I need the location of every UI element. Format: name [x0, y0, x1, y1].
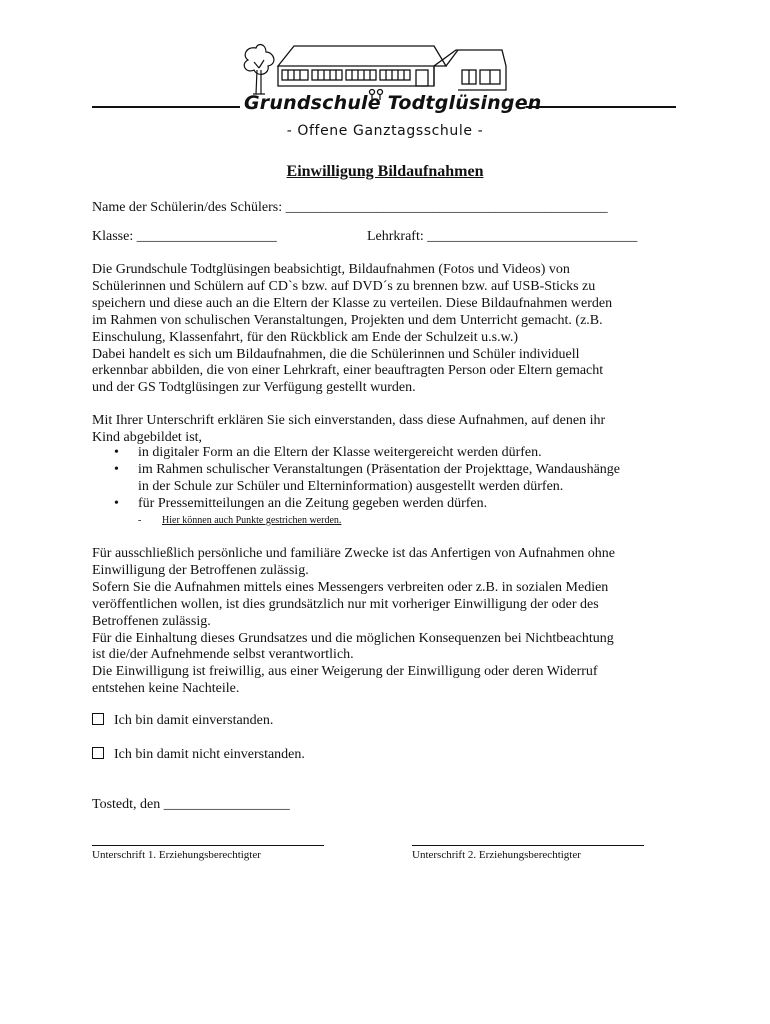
signature-label-2: Unterschrift 2. Erziehungsberechtigter: [412, 849, 581, 861]
paragraph-line: Mit Ihrer Unterschrift erklären Sie sich einverstanden, dass diese Aufnahmen, auf denen ihr: [92, 413, 606, 428]
bullet-icon: •: [114, 495, 119, 511]
paragraph-line: Betroffenen zulässig.: [92, 613, 211, 629]
bullet-text: im Rahmen schulischer Veranstaltungen (Präsentation der Projekttage, Wandaushänge: [138, 461, 621, 477]
paragraph-line: erkennbar abbilden, die von einer Lehrkraft, einer beauftragten Person oder Eltern gemacht: [92, 363, 604, 379]
date-field[interactable]: __________________: [163, 797, 290, 812]
school-subtitle: - Offene Ganztagsschule -: [286, 123, 484, 139]
consent-intro: [92, 413, 692, 447]
disagree-label: Ich bin damit nicht einverstanden.: [114, 747, 305, 762]
disagree-checkbox[interactable]: [92, 747, 104, 759]
place-date-label: Tostedt, den: [92, 797, 161, 812]
paragraph-line: Dabei handelt es sich um Bildaufnahmen, die die Schülerinnen und Schüler individuell: [92, 346, 580, 362]
bullet-text: für Pressemitteilungen an die Zeitung gegeben werden dürfen.: [138, 495, 488, 511]
bullet-text: in der Schule zur Schüler und Elterninformation) ausgestellt werden dürfen.: [138, 478, 564, 494]
bullet-icon: •: [114, 445, 119, 460]
paragraph-line: Die Grundschule Todtglüsingen beabsichtigt, Bildaufnahmen (Fotos und Videos) von: [92, 262, 570, 277]
document-title: Einwilligung Bildaufnahmen: [286, 163, 484, 180]
paragraph-line: entstehen keine Nachteile.: [92, 681, 240, 697]
class-row: [92, 229, 277, 245]
paragraph-line: Für ausschließlich persönliche und familiäre Zwecke ist das Anfertigen von Aufnahmen ohne: [92, 546, 615, 561]
consent-bullet-list: [92, 445, 620, 513]
disagree-option[interactable]: [92, 747, 305, 763]
bullet-text: in digitaler Form an die Eltern der Klasse weitergereicht werden dürfen.: [138, 445, 542, 460]
paragraph-line: Schülerinnen und Schülern auf CD`s bzw. auf DVD´s zu brennen bzw. auf USB-Sticks zu: [92, 278, 596, 294]
teacher-row: [367, 229, 637, 245]
header-rule-right: [526, 106, 676, 108]
note-text: Hier können auch Punkte gestrichen werden.: [162, 515, 342, 526]
student-name-field[interactable]: ______________________________________________: [285, 200, 608, 215]
paragraph-line: Kind abgebildet ist,: [92, 429, 203, 445]
paragraph-line: veröffentlichen wollen, ist dies grundsätzlich nur mit vorheriger Einwilligung der oder des: [92, 596, 599, 612]
paragraph-line: Sofern Sie die Aufnahmen mittels eines Messengers verbreiten oder z.B. in sozialen Medien: [92, 579, 609, 595]
paragraph-line: Einschulung, Klassenfahrt, für den Rückblick am Ende der Schulzeit u.s.w.): [92, 329, 518, 345]
teacher-field[interactable]: ______________________________: [427, 229, 638, 244]
school-building-logo: [238, 40, 508, 100]
paragraph-line: speichern und diese auch an die Eltern der Klasse zu verteilen. Diese Bildaufnahmen werden: [92, 295, 613, 311]
paragraph-line: im Rahmen von schulischen Veranstaltungen, Projekten und dem Unterricht gemacht. (z.B.: [92, 312, 603, 328]
header-rule-left: [92, 106, 240, 108]
note-dash: -: [138, 515, 142, 526]
agree-label: Ich bin damit einverstanden.: [114, 713, 274, 728]
student-name-label: Name der Schülerin/des Schülers:: [92, 200, 283, 215]
tree-drawing: [244, 45, 274, 94]
student-name-row: [92, 200, 608, 216]
bullet-icon: •: [114, 461, 119, 477]
intro-paragraph: [92, 262, 692, 397]
privacy-paragraph: [92, 546, 692, 698]
signature-label-1: Unterschrift 1. Erziehungsberechtigter: [92, 849, 261, 861]
agree-option[interactable]: [92, 713, 273, 729]
list-item: [92, 462, 620, 496]
paragraph-line: und der GS Todtglüsingen zur Verfügung gestellt wurden.: [92, 380, 416, 396]
agree-checkbox[interactable]: [92, 713, 104, 725]
signature-line-2[interactable]: [412, 845, 644, 846]
class-label: Klasse:: [92, 229, 134, 244]
class-field[interactable]: ____________________: [136, 229, 277, 244]
list-item: [92, 445, 620, 462]
school-name: Grundschule Todtglüsingen: [244, 92, 542, 114]
signature-line-1[interactable]: [92, 845, 324, 846]
paragraph-line: Die Einwilligung ist freiwillig, aus einer Weigerung der Einwilligung oder deren Widerruf: [92, 664, 598, 680]
paragraph-line: Einwilligung der Betroffenen zulässig.: [92, 562, 309, 578]
place-date-row: [92, 797, 290, 813]
paragraph-line: ist die/der Aufnehmende selbst verantwortlich.: [92, 647, 354, 663]
teacher-label: Lehrkraft:: [367, 229, 424, 244]
paragraph-line: Für die Einhaltung dieses Grundsatzes und die möglichen Konsequenzen bei Nichtbeachtung: [92, 630, 614, 646]
list-item: [92, 496, 620, 513]
